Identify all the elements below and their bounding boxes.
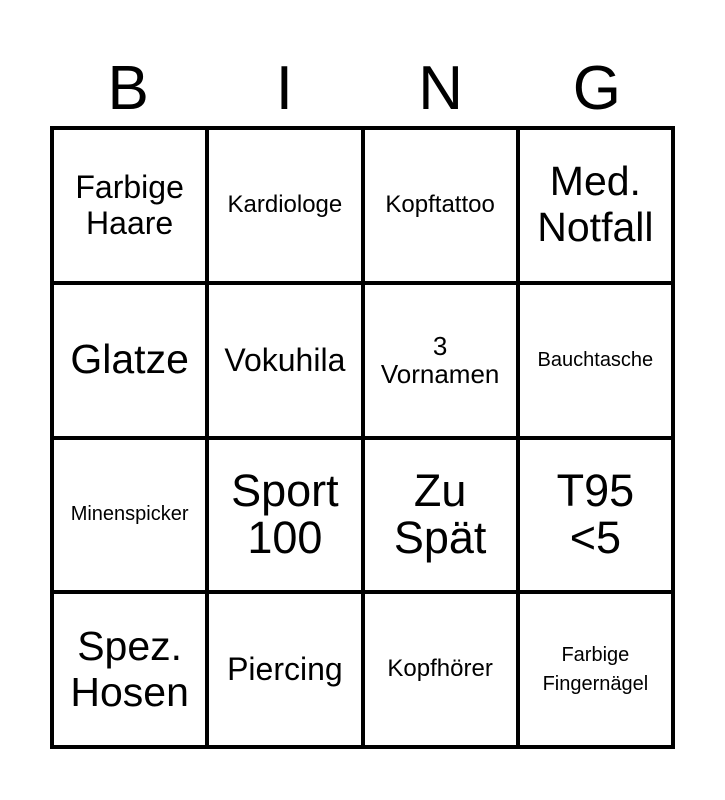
bingo-cell-text: Glatze xyxy=(70,336,189,383)
bingo-cell-text: Kardiologe xyxy=(227,190,343,218)
bingo-grid xyxy=(50,126,675,749)
bingo-cell-text: Farbige Fingernägel xyxy=(542,643,649,695)
bingo-cell-r3c4[interactable] xyxy=(518,438,673,593)
bingo-cell-r1c4[interactable] xyxy=(518,128,673,283)
bingo-cell-text: T95 <5 xyxy=(556,465,635,563)
header-letter-g: G xyxy=(572,54,621,123)
bingo-cell-text: Spez. Hosen xyxy=(70,622,189,715)
bingo-cell-text: Minenspicker xyxy=(70,503,189,526)
header-letter-n: N xyxy=(418,54,464,123)
header-letter-i: I xyxy=(275,54,293,123)
bingo-cell-text: 3 Vornamen xyxy=(380,330,500,390)
bingo-cell-r2c1[interactable] xyxy=(52,283,207,438)
bingo-cell-text: Vokuhila xyxy=(224,341,346,378)
bingo-cell-text: Kopfhörer xyxy=(387,655,493,683)
bingo-cell-r2c3[interactable] xyxy=(363,283,518,438)
bingo-cell-r2c4[interactable] xyxy=(518,283,673,438)
bingo-cell-text: Sport 100 xyxy=(231,465,339,563)
header-letter-b: B xyxy=(107,54,149,123)
bingo-cell-r4c3[interactable] xyxy=(363,592,518,747)
bingo-cell-text: Med. Notfall xyxy=(537,158,654,251)
bingo-cell-r3c1[interactable] xyxy=(52,438,207,593)
bingo-cell-r4c2[interactable] xyxy=(207,592,362,747)
bingo-cell-r1c1[interactable] xyxy=(52,128,207,283)
bingo-cell-text: Kopftattoo xyxy=(385,190,495,218)
bingo-header xyxy=(50,52,675,126)
bingo-cell-r4c1[interactable] xyxy=(52,592,207,747)
bingo-cell-r3c2[interactable] xyxy=(207,438,362,593)
bingo-cell-text: Farbige Haare xyxy=(75,168,184,242)
bingo-cell-r1c3[interactable] xyxy=(363,128,518,283)
bingo-cell-text: Piercing xyxy=(227,651,343,688)
bingo-cell-text: Zu Spät xyxy=(393,465,487,563)
bingo-cell-r1c2[interactable] xyxy=(207,128,362,283)
bingo-cell-r4c4[interactable] xyxy=(518,592,673,747)
bingo-cell-r2c2[interactable] xyxy=(207,283,362,438)
bingo-cell-text: Bauchtasche xyxy=(537,348,654,371)
bingo-cell-r3c3[interactable] xyxy=(363,438,518,593)
